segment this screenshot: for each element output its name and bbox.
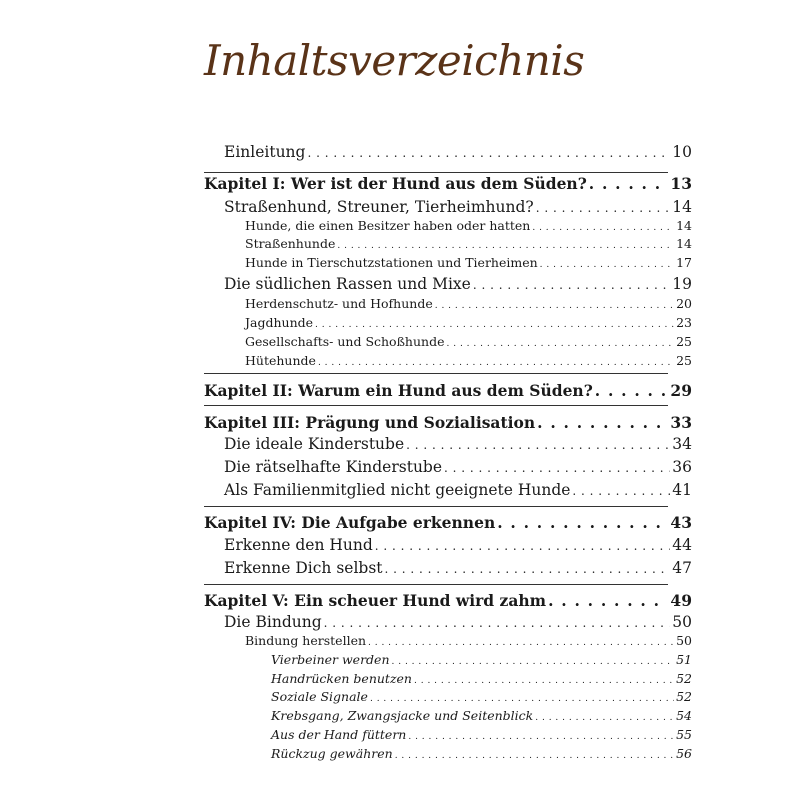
page-number: 44	[672, 536, 692, 554]
dot-leader	[368, 638, 674, 648]
entry-label: Kapitel V: Ein scheuer Hund wird zahm	[204, 591, 547, 610]
dot-leader	[370, 694, 674, 704]
entry-label: Jagdhunde	[245, 315, 314, 330]
subsection-entry	[245, 315, 692, 330]
dot-leader	[537, 413, 668, 432]
page-number: 19	[672, 275, 692, 293]
entry-label: Aus der Hand füttern	[271, 727, 407, 742]
page-number: 36	[672, 458, 692, 476]
page-number: 20	[676, 296, 692, 311]
dot-leader	[540, 260, 674, 270]
page-number: 50	[676, 633, 692, 648]
page-number: 43	[670, 513, 692, 532]
entry-label: Kapitel III: Prägung und Sozialisation	[204, 413, 536, 432]
subsubsection-entry	[271, 652, 692, 667]
entry-label: Bindung herstellen	[245, 633, 367, 648]
entry-label: Gesellschafts- und Schoßhunde	[245, 334, 445, 349]
subsection-entry	[245, 296, 692, 311]
chapter-separator-line	[204, 172, 668, 173]
page-number: 50	[672, 613, 692, 631]
entry-label: Kapitel IV: Die Aufgabe erkennen	[204, 513, 496, 532]
dot-leader	[307, 146, 670, 160]
chapter-separator-line	[204, 506, 668, 507]
dot-leader	[473, 278, 670, 292]
entry-label: Die rätselhafte Kinderstube	[224, 458, 443, 476]
dot-leader	[435, 301, 674, 311]
entry-label: Soziale Signale	[271, 689, 368, 704]
page-number: 49	[670, 591, 692, 610]
dot-leader	[318, 358, 674, 368]
dot-leader	[375, 539, 671, 553]
page-number: 14	[676, 236, 692, 251]
page-number: 55	[676, 727, 692, 742]
page-number: 29	[670, 381, 692, 400]
chapter-heading	[204, 513, 692, 532]
chapter-separator-line	[204, 584, 668, 585]
page-number: 14	[676, 218, 692, 233]
page-number: 52	[676, 689, 692, 704]
chapter-heading	[204, 591, 692, 610]
entry-label: Die südlichen Rassen und Mixe	[224, 275, 471, 293]
page-number: 10	[672, 143, 692, 161]
section-entry	[224, 536, 692, 554]
page-number: 13	[670, 174, 692, 193]
dot-leader	[315, 320, 674, 330]
entry-label: Herdenschutz- und Hofhunde	[245, 296, 433, 311]
entry-label: Die ideale Kinderstube	[224, 435, 405, 453]
entry-label: Die Bindung	[224, 613, 322, 631]
entry-label: Rückzug gewähren	[271, 746, 393, 761]
subsubsection-entry	[271, 727, 692, 742]
page-number: 41	[672, 481, 692, 499]
section-entry	[224, 143, 692, 161]
entry-label: Kapitel II: Warum ein Hund aus dem Süden?	[204, 381, 593, 400]
dot-leader	[408, 732, 674, 742]
entry-label: Straßenhunde	[245, 236, 336, 251]
dot-leader	[414, 676, 674, 686]
subsubsection-entry	[271, 671, 692, 686]
dot-leader	[447, 339, 675, 349]
page-number: 52	[676, 671, 692, 686]
entry-label: Handrücken benutzen	[271, 671, 412, 686]
entry-label: Hunde in Tierschutzstationen und Tierheimen	[245, 255, 538, 270]
section-entry	[224, 435, 692, 453]
dot-leader	[406, 438, 670, 452]
entry-label: Straßenhund, Streuner, Tierheimhund?	[224, 198, 534, 216]
dot-leader	[532, 223, 674, 233]
dot-leader	[535, 713, 674, 723]
entry-label: Kapitel I: Wer ist der Hund aus dem Süden?	[204, 174, 587, 193]
chapter-heading	[204, 381, 692, 400]
dot-leader	[536, 201, 671, 215]
subsubsection-entry	[271, 689, 692, 704]
subsection-entry	[245, 633, 692, 648]
dot-leader	[337, 241, 674, 251]
entry-label: Hütehunde	[245, 353, 316, 368]
dot-leader	[324, 616, 671, 630]
subsection-entry	[245, 334, 692, 349]
page-number: 17	[676, 255, 692, 270]
section-entry	[224, 458, 692, 476]
subsection-entry	[245, 218, 692, 233]
chapter-heading	[204, 174, 692, 193]
page-number: 14	[672, 198, 692, 216]
page-number: 47	[672, 559, 692, 577]
entry-label: Vierbeiner werden	[271, 652, 390, 667]
dot-leader	[589, 174, 669, 193]
page-number: 23	[676, 315, 692, 330]
page-number: 34	[672, 435, 692, 453]
page-number: 25	[676, 334, 692, 349]
dot-leader	[444, 461, 670, 475]
dot-leader	[385, 562, 671, 576]
dot-leader	[572, 484, 670, 498]
chapter-separator-line	[204, 405, 668, 406]
dot-leader	[548, 591, 668, 610]
entry-label: Erkenne Dich selbst	[224, 559, 383, 577]
subsubsection-entry	[271, 708, 692, 723]
page-number: 51	[676, 652, 692, 667]
entry-label: Erkenne den Hund	[224, 536, 373, 554]
page-number: 33	[670, 413, 692, 432]
entry-label: Hunde, die einen Besitzer haben oder hatten	[245, 218, 531, 233]
subsection-entry	[245, 236, 692, 251]
subsection-entry	[245, 353, 692, 368]
page-number: 25	[676, 353, 692, 368]
page-number: 56	[676, 746, 692, 761]
entry-label: Einleitung	[224, 143, 306, 161]
chapter-separator-line	[204, 373, 668, 374]
dot-leader	[497, 513, 668, 532]
subsubsection-entry	[271, 746, 692, 761]
subsection-entry	[245, 255, 692, 270]
page-title: Inhaltsverzeichnis	[204, 36, 585, 85]
chapter-heading	[204, 413, 692, 432]
dot-leader	[595, 381, 669, 400]
section-entry	[224, 559, 692, 577]
dot-leader	[392, 657, 675, 667]
entry-label: Als Familienmitglied nicht geeignete Hunde	[224, 481, 571, 499]
page-number: 54	[676, 708, 692, 723]
entry-label: Krebsgang, Zwangsjacke und Seitenblick	[271, 708, 534, 723]
section-entry	[224, 481, 692, 499]
section-entry	[224, 198, 692, 216]
section-entry	[224, 613, 692, 631]
section-entry	[224, 275, 692, 293]
dot-leader	[395, 751, 674, 761]
